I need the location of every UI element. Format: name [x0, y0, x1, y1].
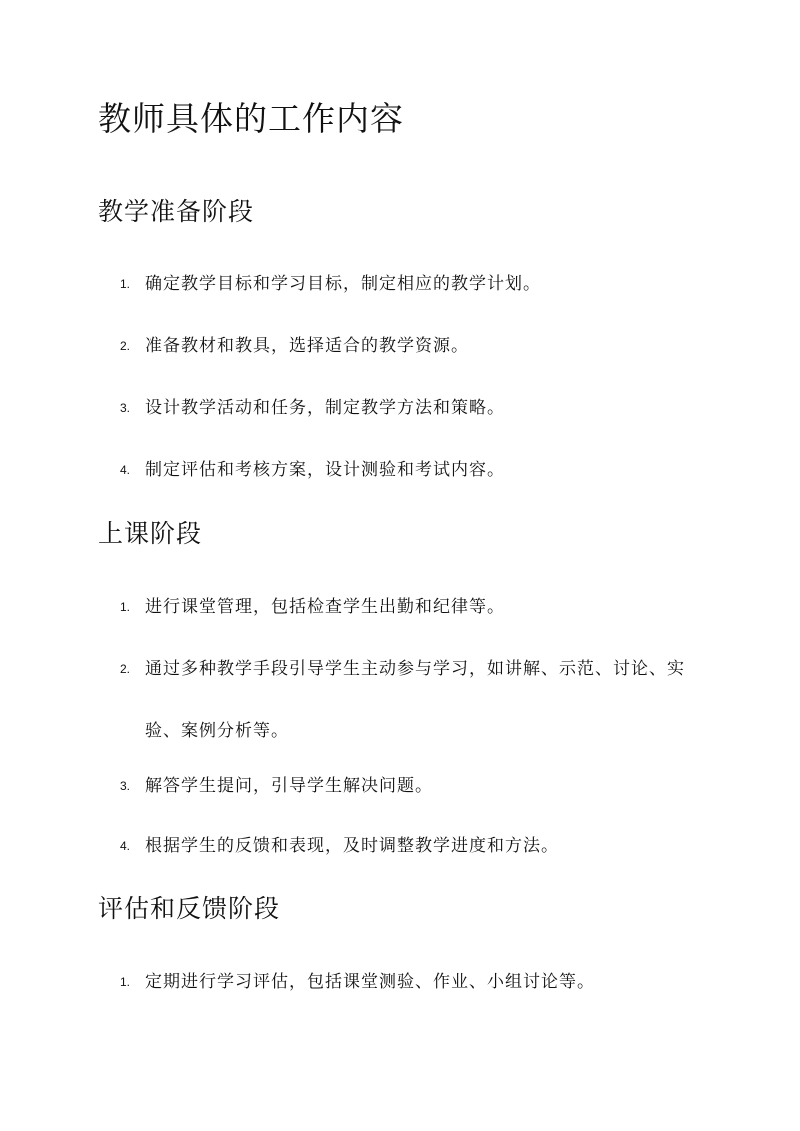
- list-item-text: 设计教学活动和任务，制定教学方法和策略。: [145, 398, 505, 418]
- list-item-number: 4.: [120, 463, 131, 477]
- list-item-text: 定期进行学习评估，包括课堂测验、作业、小组讨论等。: [145, 972, 595, 992]
- list-item-text: 制定评估和考核方案，设计测验和考试内容。: [145, 460, 505, 480]
- list-item-text: 根据学生的反馈和表现，及时调整教学进度和方法。: [145, 836, 559, 856]
- section-heading-evaluation: 评估和反馈阶段: [98, 894, 281, 923]
- list-item: [120, 951, 710, 1013]
- list-item: [120, 253, 710, 315]
- list-item: [120, 377, 710, 439]
- list-item: [120, 576, 710, 638]
- list-item-number: 3.: [120, 779, 131, 793]
- list-item: [120, 638, 710, 762]
- list-item: [120, 815, 710, 877]
- section-heading-in-class: 上课阶段: [98, 519, 203, 548]
- list-item-number: 2.: [120, 662, 131, 676]
- list-item-number: 1.: [120, 600, 131, 614]
- list-item-text: 确定教学目标和学习目标，制定相应的教学计划。: [145, 274, 541, 294]
- list-item-text: 进行课堂管理，包括检查学生出勤和纪律等。: [145, 597, 505, 617]
- list-item: [120, 439, 710, 501]
- list-item-number: 4.: [120, 839, 131, 853]
- section-heading-preparation: 教学准备阶段: [98, 197, 255, 226]
- list-item-number: 1.: [120, 277, 131, 291]
- list-item-text: 解答学生提问，引导学生解决问题。: [145, 776, 433, 796]
- list-item-text: 通过多种教学手段引导学生主动参与学习，如讲解、示范、讨论、实验、案例分析等。: [145, 659, 685, 741]
- list-item-number: 2.: [120, 339, 131, 353]
- list-item: [120, 755, 710, 817]
- page-title: 教师具体的工作内容: [98, 99, 404, 138]
- list-item-number: 3.: [120, 401, 131, 415]
- list-item-text: 准备教材和教具，选择适合的教学资源。: [145, 336, 469, 356]
- list-item: [120, 315, 710, 377]
- list-item-number: 1.: [120, 975, 131, 989]
